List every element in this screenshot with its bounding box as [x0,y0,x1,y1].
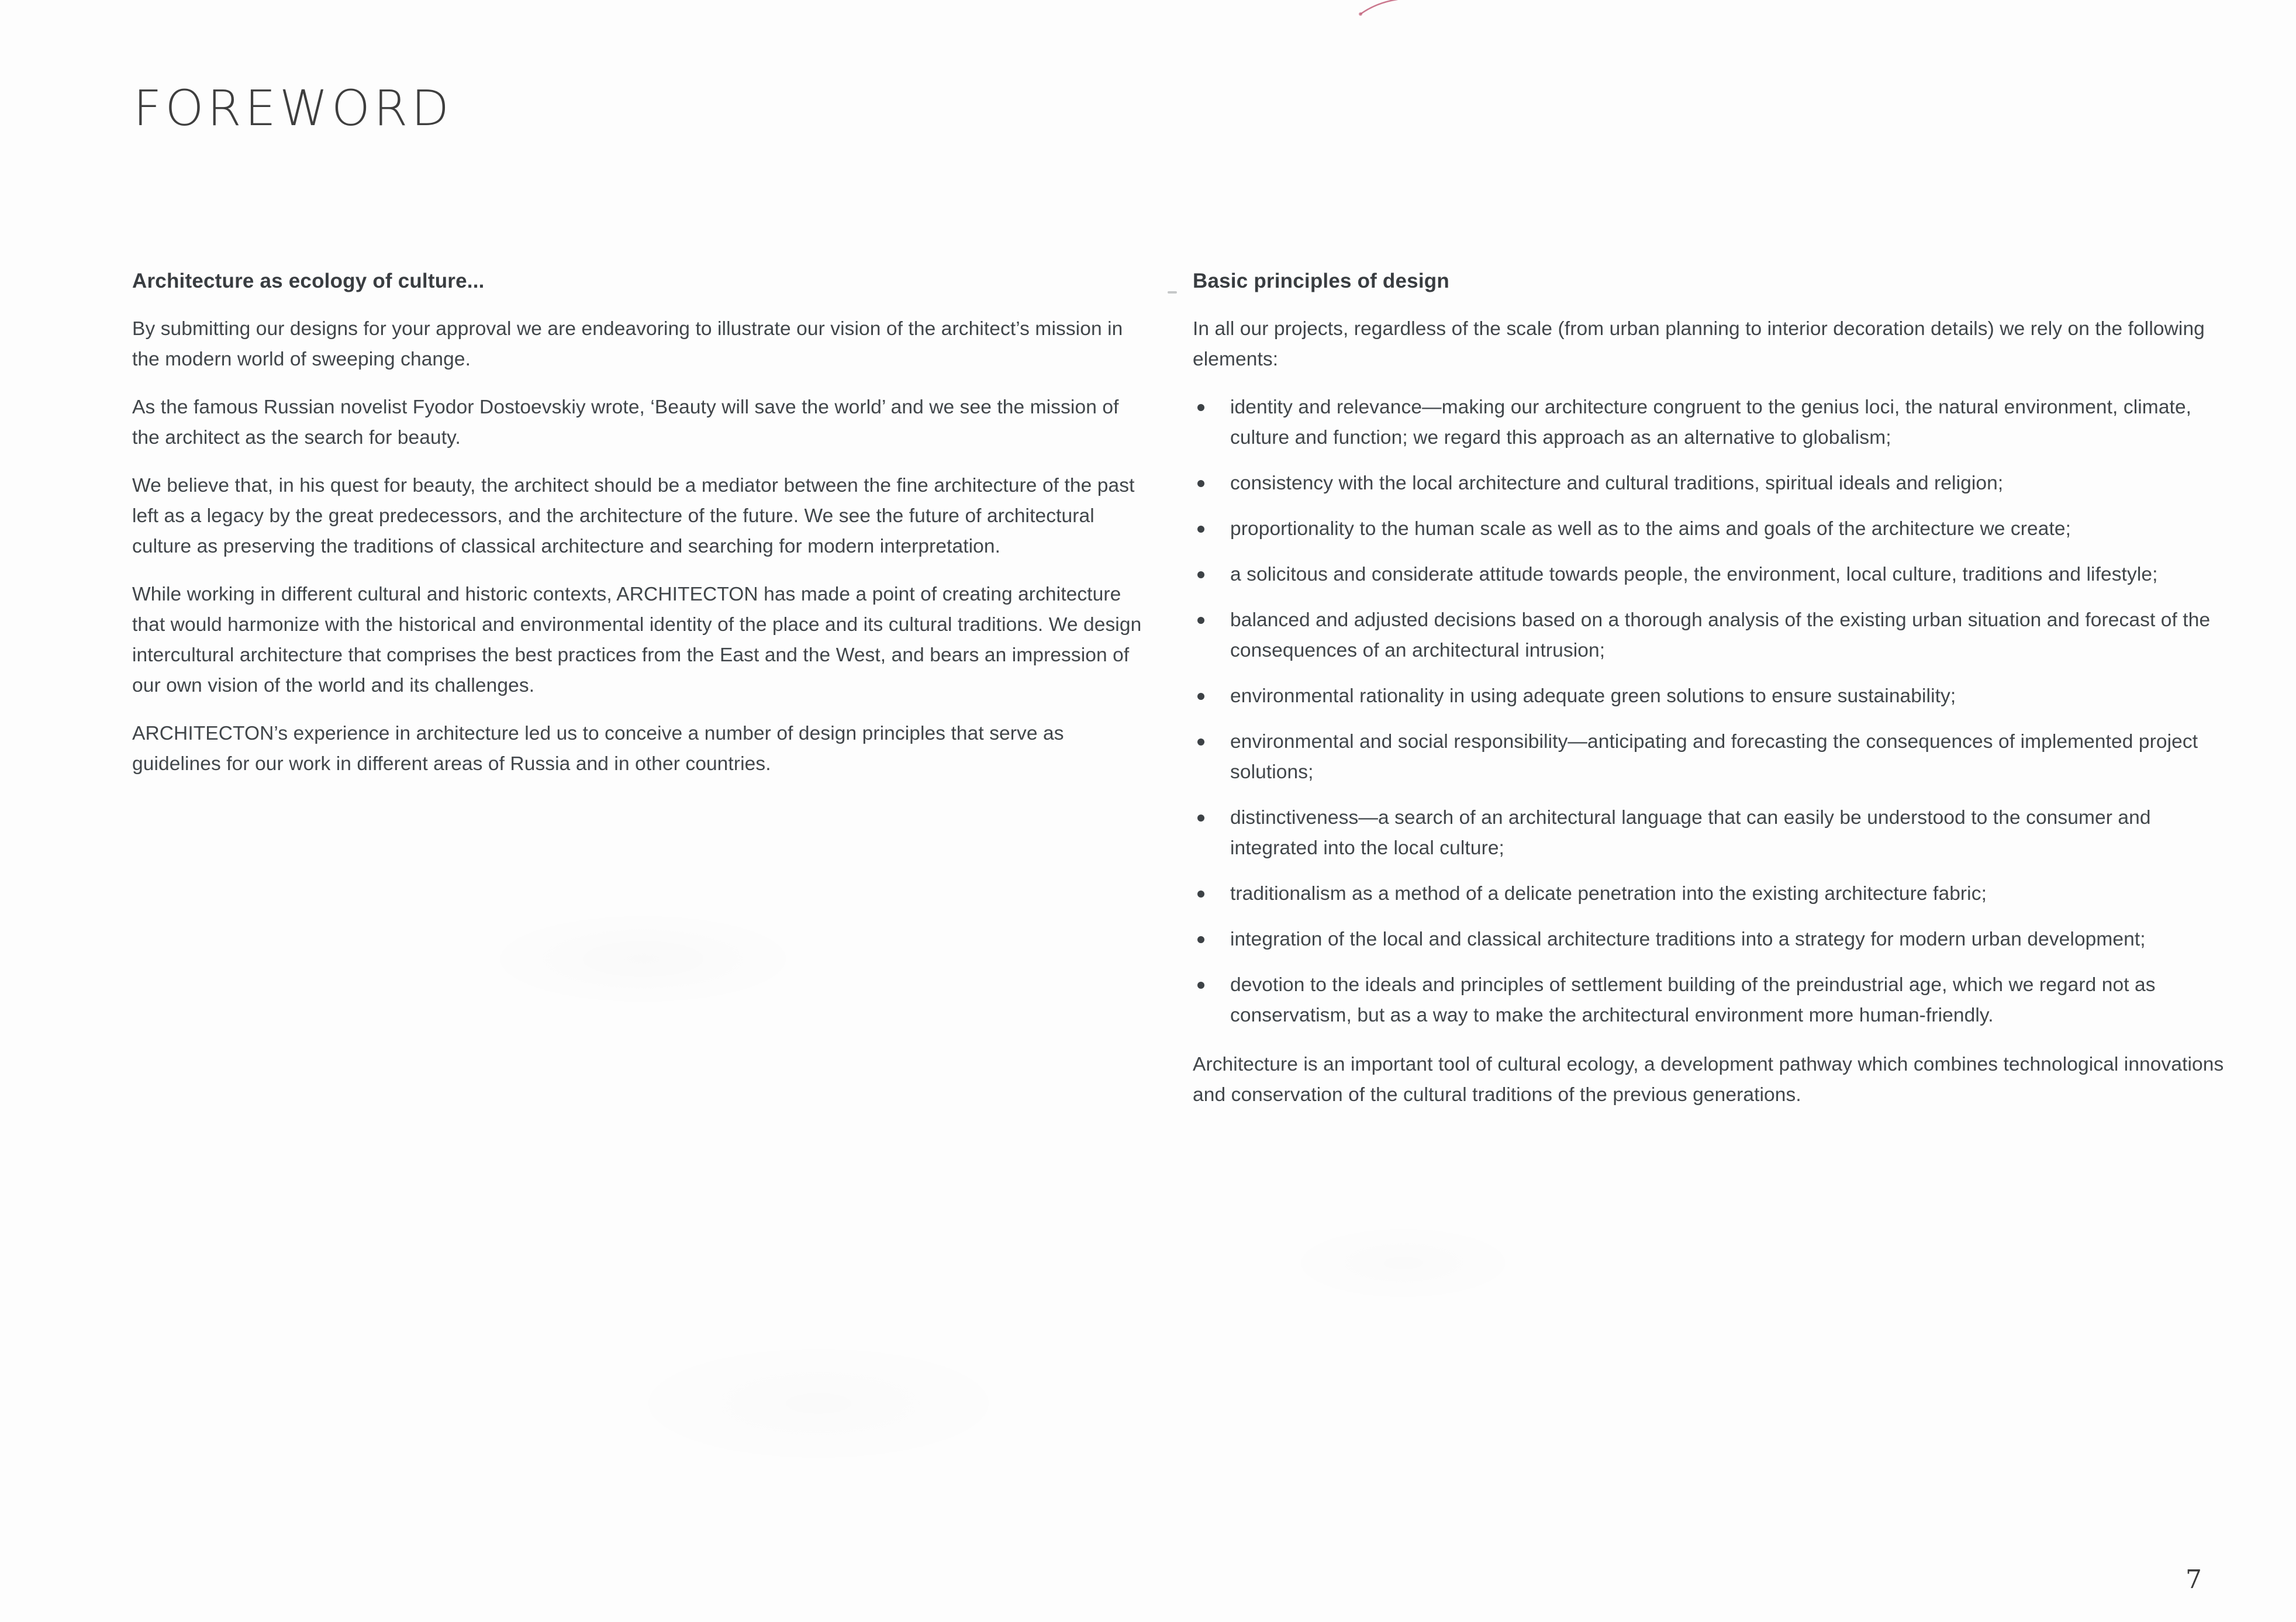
principle-text: a solicitous and considerate attitude towards people, the environment, local culture, traditions and lifestyle; [1230,564,2158,585]
bullet-icon [1197,526,1204,533]
principle-text: consistency with the local architecture and cultural traditions, spiritual ideals and religion; [1230,472,2004,494]
principle-item [1193,605,2239,666]
principle-item [1193,514,2239,544]
bullet-icon [1197,404,1204,411]
bullet-icon [1197,891,1204,898]
left-column-heading: Architecture as ecology of culture... [132,270,485,292]
paragraph: We believe that, in his quest for beauty, the architect should be a mediator between the fine architecture of the past left as a legacy by the great predecessors, and the architecture of the future. We see the future of architectural culture as preserving the traditions of classical architecture and searching for modern interpretation. [132,475,1135,557]
principle-text: environmental and social responsibility—anticipating and forecasting the consequences of implemented project solutions; [1230,731,2198,783]
page-title: FOREWORD [133,80,453,137]
right-column [1193,266,2239,1128]
principle-item [1193,924,2239,955]
page-number: 7 [2185,1565,2202,1595]
principle-item [1193,970,2239,1031]
bullet-icon [1197,480,1204,487]
intro-paragraph: In all our projects, regardless of the scale (from urban planning to interior decoration details) we rely on the following elements: [1193,318,2205,370]
bullet-icon [1197,936,1204,943]
principle-item [1193,879,2239,909]
left-column [132,266,1149,797]
principle-item [1193,681,2239,712]
principle-item [1193,727,2239,788]
principle-item [1193,392,2239,453]
principle-text: identity and relevance—making our architecture congruent to the genius loci, the natural environment, climate, culture and function; we regard this approach as an alternative to globalism; [1230,396,2192,448]
bullet-icon [1197,738,1204,746]
paragraph: By submitting our designs for your approval we are endeavoring to illustrate our vision of the architect’s mission in the modern world of sweeping change. [132,318,1123,370]
principle-item [1193,560,2239,590]
principle-item [1193,468,2239,499]
closing-paragraph: Architecture is an important tool of cultural ecology, a development pathway which combines technological innovations and conservation of the cultural traditions of the previous generations. [1193,1054,2224,1106]
principle-text: traditionalism as a method of a delicate penetration into the existing architecture fabric; [1230,883,1987,905]
bullet-icon [1197,693,1204,700]
principle-text: proportionality to the human scale as well as to the aims and goals of the architecture we create; [1230,518,2071,540]
principle-text: environmental rationality in using adequate green solutions to ensure sustainability; [1230,685,1956,707]
stray-dash-artifact [1168,291,1177,294]
bullet-icon [1197,617,1204,624]
paragraph: While working in different cultural and historic contexts, ARCHITECTON has made a point of creating architecture that would harmonize with the historical and environmental identity of the place and its cultural traditions. We design intercultural architecture that comprises the best practices from the East and the West, and bears an impression of our own vision of the world and its challenges. [132,584,1142,696]
bullet-icon [1197,815,1204,822]
principle-text: balanced and adjusted decisions based on a thorough analysis of the existing urban situation and forecast of the consequences of an architectural intrusion; [1230,609,2211,661]
paragraph: As the famous Russian novelist Fyodor Dostoevskiy wrote, ‘Beauty will save the world’ and we see the mission of the architect as the search for beauty. [132,396,1119,448]
right-column-heading: Basic principles of design [1193,270,1449,292]
pen-mark-artifact [1339,0,1421,25]
bullet-icon [1197,982,1204,989]
principle-item [1193,803,2239,864]
principle-text: distinctiveness—a search of an architectural language that can easily be understood to the consumer and integrated into the local culture; [1230,807,2151,859]
principle-text: devotion to the ideals and principles of settlement building of the preindustrial age, which we regard not as conservatism, but as a way to make the architectural environment more human-friendly. [1230,974,2156,1026]
design-principles-list [1193,392,2239,1031]
paragraph: ARCHITECTON’s experience in architecture led us to conceive a number of design principles that serve as guidelines for our work in different areas of Russia and in other countries. [132,723,1064,775]
bullet-icon [1197,571,1204,578]
principle-text: integration of the local and classical architecture traditions into a strategy for modern urban development; [1230,929,2146,950]
